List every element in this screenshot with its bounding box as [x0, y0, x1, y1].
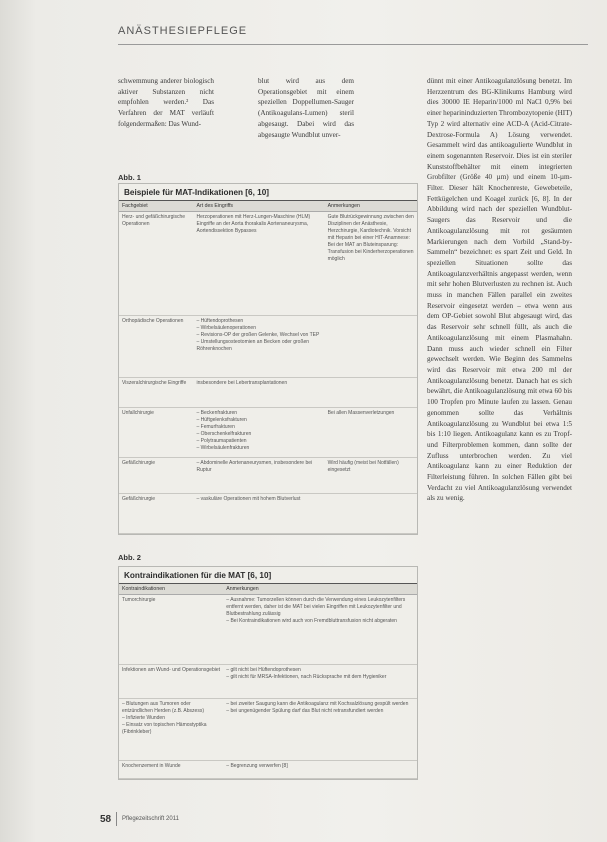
table-cell: Gute Blutrückgewinnung zwischen den Disziplinen der Anästhesie, Herzchirurgie, Kardiotechnik. Vorsicht mit Heparin bei einer HIT-Anamnese: Bei der MAT an Bluteinsparung: Transfusion bei Kinderherzoperationen möglich	[325, 212, 417, 316]
table-cell: – Beckenfrakturen – Hüftgelenksfrakturen – Femurfrakturen – Oberschenkelfrakturen – Polytraumapatienten – Wirbelsäulenfrakturen	[194, 408, 325, 458]
table-row	[119, 665, 417, 699]
table-cell: Wird häufig (meist bei Notfällen) eingesetzt	[325, 458, 417, 494]
footer-divider	[116, 812, 117, 826]
indications-table	[119, 201, 417, 534]
table-row	[119, 699, 417, 761]
table-cell	[325, 378, 417, 408]
table-cell: – Hüftendoprothesen – Wirbelsäulenoperationen – Revisions-OP der großen Gelenke, Wechsel von TEP – Umstellungsosteotomien an Becken oder großen Röhrenknochen	[194, 316, 325, 378]
column-header-fachgebiet: Fachgebiet	[119, 201, 194, 212]
table-row	[119, 408, 417, 458]
body-column-2: blut wird aus dem Operationsgebiet mit einem speziellen Doppellumen-Sauger (Antikoagulans-Lumen) steril abgesaugt. Dabei wird das abgesaugte Wundblut unver-	[258, 77, 354, 139]
page-number: 58	[100, 814, 112, 825]
table-row	[119, 316, 417, 378]
figure-1-label: Abb. 1	[118, 173, 141, 182]
table-cell: Herzoperationen mit Herz-Lungen-Maschine (HLM) Eingriffe an der Aorta thorakalis Aortenaneurysma, Aortendissektion Bypasses	[194, 212, 325, 316]
table-row	[119, 595, 417, 665]
table-cell	[325, 494, 417, 534]
body-column-3: dünnt mit einer Antikoagulanzlösung benetzt. Im Herzzentrum des BG-Klinikums Hamburg wird dies 30000 IE Heparin/1000 ml NaCl 0,9% bei einer heparininduzierten Thrombozytopenie (HIT) Typ 2 wird alternativ eine ACD-A (Acid-Citrate-Dextrose-Formula A) Lösung verwendet. Gesammelt wird das antikoagulierte Wundblut in einem sogenannten Reservoir. Dies ist ein steriler Kunststoffbehälter mit einem integrierten Grobfilter (Größe 40 µm) und einem 10-µm-Filter. Dieser hält Knochenreste, Gewebeteile, Fettkügelchen und Koagel zurück [6, 8]. In der Abbildung wird nach der speziellen Wundblut-Saugers das Reservoir und die Antikoagulanzlösung mit rot gesäumten Markierungen nach dem Vorbild „Stand-by-Sammeln“ bezeichnet: es spart Zeit und Geld. In speziellen Situationen sollte das Antikoagulanzverhältnis angepasst werden, wenn mit sehr hohen Blutverlusten zu rechnen ist. Auch muss in manchen Fällen parallel ein zweites Reservoir eingesetzt werden – etwa wenn aus dem OP-Gebiet sowohl Blut abgesaugt wird, das das Reservoir sehr schnell füllt, als auch die Antikoagulanzlösung mit einem Plasmahahn. Dann muss auch wieder schnell ein Filter gewechselt werden. Wie Beginn des Sammelns wird das Reservoir mit etwa 200 ml der Antikoagulanzlösung benetzt. Danach hat es sich bewährt, die Antikoagulanzlösung mit etwa 60 bis 100 Tropfen pro Minute laufen zu lassen. Genau genommen sollte das Verhältnis Antikoagulanzlösung zu Wundblut bei etwa 1:5 bis 1:10 liegen. Antikoagulanz kann es zu Tropf- und Filterproblemen kommen, dann sollte der Zufluss unterbrochen werden. Zu viel Antikoagulanz kann zu einer Reduktion der Filterleistung führen. In solchen Fällen gibt bei Verdacht zu viel Antikoagulanzlösung verwendet als zu wenig.	[427, 77, 572, 503]
table-cell: Knochenzement in Wunde	[119, 761, 223, 779]
table-cell: Herz- und gefäßchirurgische Operationen	[119, 212, 194, 316]
table-row	[119, 761, 417, 779]
table-cell: – vaskuläre Operationen mit hohem Blutverlust	[194, 494, 325, 534]
contraindications-table	[119, 584, 417, 779]
table-cell: Gefäßchirurgie	[119, 458, 194, 494]
column-header-kontraindikationen: Kontraindikationen	[119, 584, 223, 595]
column-header-anmerkungen: Anmerkungen	[223, 584, 417, 595]
table-cell: Orthopädische Operationen	[119, 316, 194, 378]
table-row	[119, 212, 417, 316]
figure-2-title: Kontraindikationen für die MAT [6, 10]	[119, 567, 417, 584]
column-header-anmerkungen: Anmerkungen	[325, 201, 417, 212]
table-cell: – gilt nicht bei Hüftendoprothesen – gilt nicht für MRSA-Infektionen, nach Rücksprache mit dem Hygieniker	[223, 665, 417, 699]
table-row	[119, 494, 417, 534]
running-header-title: ANÄSTHESIEPFLEGE	[118, 25, 248, 37]
body-column-1: schwemmung anderer biologisch aktiver Substanzen nicht empfohlen werden.² Das Verfahren der MAT verläuft folgendermaßen: Das Wund-	[118, 77, 214, 128]
table-cell: Gefäßchirurgie	[119, 494, 194, 534]
table-cell: – Begrenzung verwerfen [8]	[223, 761, 417, 779]
table-row	[119, 458, 417, 494]
figure-2-table-box	[118, 566, 418, 780]
figure-2-label: Abb. 2	[118, 553, 141, 562]
page-header	[0, 0, 607, 48]
table-cell: Infektionen am Wund- und Operationsgebiet	[119, 665, 223, 699]
table-cell: Unfallchirurgie	[119, 408, 194, 458]
figure-1-table-box	[118, 183, 418, 535]
table-cell	[325, 316, 417, 378]
footer-source: Pflegezeitschrift 2011	[122, 816, 179, 822]
table-cell: Viszeralchirurgische Eingriffe	[119, 378, 194, 408]
table-cell: insbesondere bei Lebertransplantationen	[194, 378, 325, 408]
table-cell: Tumorchirurgie	[119, 595, 223, 665]
table-cell: – bei zweiter Saugung kann die Antikoagulanz mit Kochsalzlösung gespült werden – bei ungenügender Spülung darf das Blut nicht retransfundiert werden	[223, 699, 417, 761]
header-rule	[118, 44, 588, 45]
column-header-art: Art des Eingriffs	[194, 201, 325, 212]
figure-1-title: Beispiele für MAT-Indikationen [6, 10]	[119, 184, 417, 201]
table-cell: – Blutungen aus Tumoren oder entzündlichen Herden (z.B. Abszess) – Infizierte Wunden – Einsatz von topischen Hämostyptika (Fibrinkleber)	[119, 699, 223, 761]
table-cell: – Ausnahme: Tumorzellen können durch die Verwendung eines Leukozytenfilters entfernt werden, daher ist die MAT bei vielen Eingriffen mit Leukozytenfilter und Blutbestrahlung zulässig – Bei Kontraindikationen wird auch von Fremdbluttransfusion nicht abgeraten	[223, 595, 417, 665]
table-row	[119, 378, 417, 408]
table-cell: – Abdominelle Aortenaneurysmen, insbesondere bei Ruptur	[194, 458, 325, 494]
table-cell: Bei allen Massenverletzungen	[325, 408, 417, 458]
